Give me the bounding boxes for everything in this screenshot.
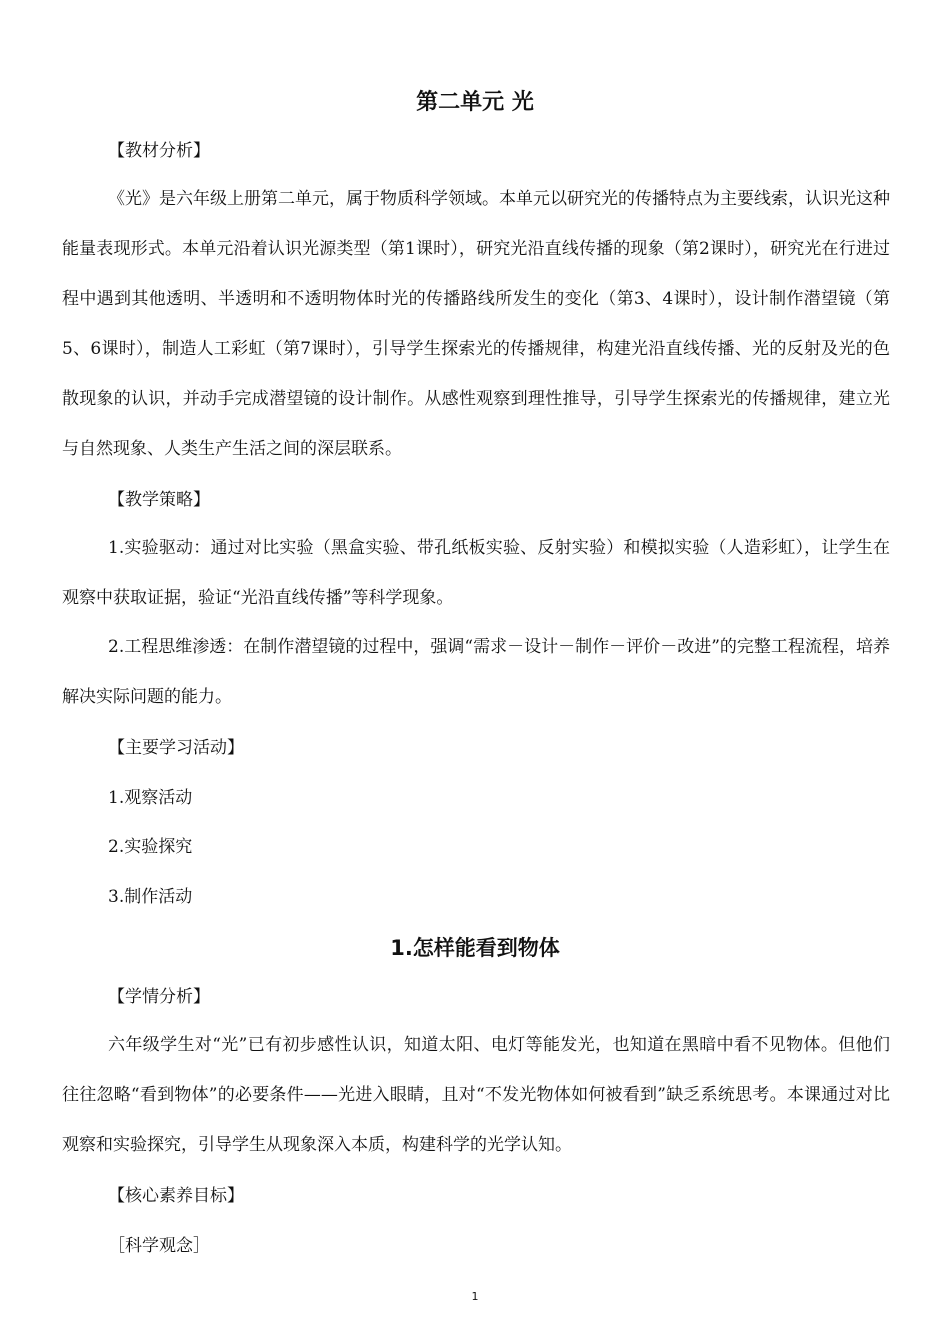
strategy-item-1: 1.实验驱动：通过对比实验（黑盒实验、带孔纸板实验、反射实验）和模拟实验（人造彩虹），让学生在观察中获取证据，验证“光沿直线传播”等科学现象。 <box>62 538 890 608</box>
textbook-analysis-paragraph: 《光》是六年级上册第二单元，属于物质科学领域。本单元以研究光的传播特点为主要线索，认识光这种能量表现形式。本单元沿着认识光源类型（第1课时），研究光沿直线传播的现象（第2课时），研究光在行进过程中遇到其他透明、半透明和不透明物体时光的传播路线所发生的变化（第3、4课时），设计制作潜望镜（第5、6课时），制造人工彩虹（第7课时），引导学生探索光的传播规律，构建光沿直线传播、光的反射及光的色散现象的认识，并动手完成潜望镜的设计制作。从感性观察到理性推导，引导学生探索光的传播规律，建立光与自然现象、人类生产生活之间的深层联系。 <box>62 189 890 459</box>
page-number: 1 <box>471 1290 479 1303</box>
heading-main-activities: 【主要学习活动】 <box>108 738 244 758</box>
heading-core-literacy-goals: 【核心素养目标】 <box>108 1186 244 1206</box>
unit-title: 第二单元 光 <box>416 90 534 115</box>
student-analysis-paragraph: 六年级学生对“光”已有初步感性认识，知道太阳、电灯等能发光，也知道在黑暗中看不见物体。但他们往往忽略“看到物体”的必要条件——光进入眼睛，且对“不发光物体如何被看到”缺乏系统思考。本课通过对比观察和实验探究，引导学生从现象深入本质，构建科学的光学认知。 <box>62 1035 890 1155</box>
heading-textbook-analysis: 【教材分析】 <box>108 141 210 161</box>
activity-item-1: 1.观察活动 <box>108 788 193 808</box>
activity-item-2: 2.实验探究 <box>108 837 193 857</box>
subheading-science-concepts: ［科学观念］ <box>108 1236 210 1256</box>
lesson-title: 1.怎样能看到物体 <box>390 936 560 960</box>
heading-teaching-strategy: 【教学策略】 <box>108 490 210 510</box>
heading-student-analysis: 【学情分析】 <box>108 987 210 1007</box>
strategy-item-2: 2.工程思维渗透：在制作潜望镜的过程中，强调“需求－设计－制作－评价－改进”的完整工程流程，培养解决实际问题的能力。 <box>62 637 890 707</box>
activity-item-3: 3.制作活动 <box>108 887 193 907</box>
